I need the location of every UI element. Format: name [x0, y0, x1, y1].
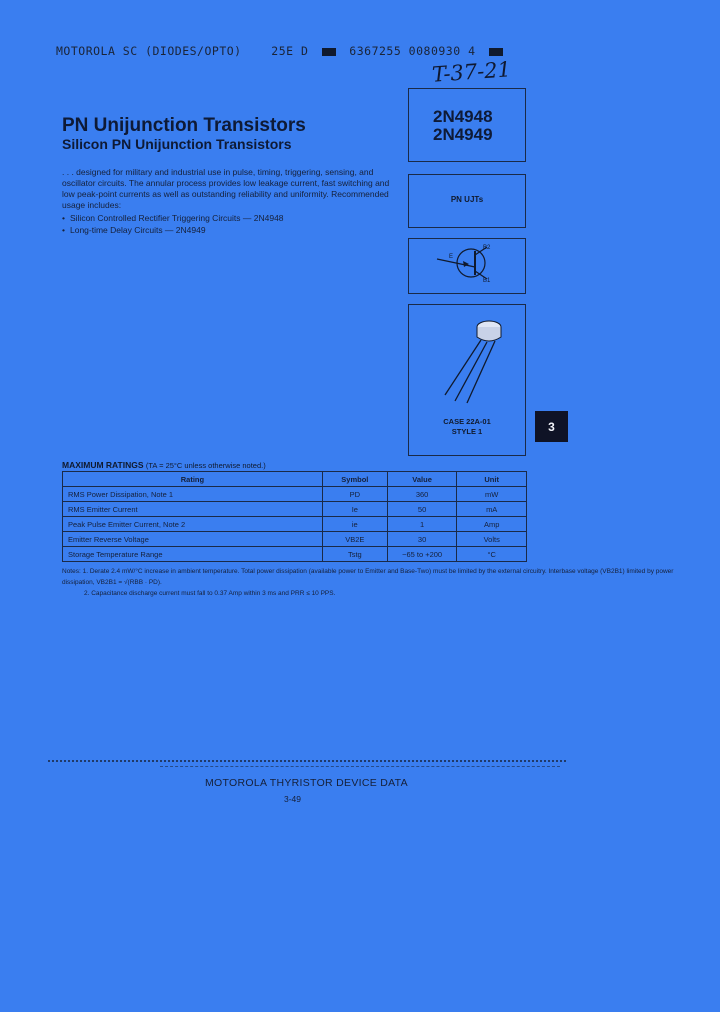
- value-cell: 50: [387, 502, 457, 517]
- column-header: Rating: [63, 472, 323, 487]
- unit-cell: Volts: [457, 532, 527, 547]
- rating-cell: Peak Pulse Emitter Current, Note 2: [63, 517, 323, 532]
- table-row: [63, 517, 527, 532]
- header-code: 25E D: [271, 44, 309, 58]
- page-number: 3-49: [284, 794, 302, 804]
- value-cell: 1: [387, 517, 457, 532]
- symbol-cell: VB2E: [322, 532, 387, 547]
- package-drawing-box: [408, 304, 526, 456]
- unit-cell: °C: [457, 547, 527, 562]
- symbol-cell: ie: [322, 517, 387, 532]
- page-title: PN Unijunction Transistors: [62, 115, 306, 136]
- barcode-mark-left: [322, 48, 336, 56]
- ratings-condition: (TA = 25°C unless otherwise noted.): [145, 461, 266, 470]
- symbol-cell: PD: [322, 487, 387, 502]
- scan-divider: [48, 760, 566, 762]
- column-header: Value: [387, 472, 457, 487]
- bullet-item: • Silicon Controlled Rectifier Triggering Circuits — 2N4948: [62, 212, 284, 224]
- section-tab: 3: [535, 411, 568, 442]
- rating-cell: RMS Power Dissipation, Note 1: [63, 487, 323, 502]
- rating-cell: Storage Temperature Range: [63, 547, 323, 562]
- base2-label: B2: [483, 245, 491, 251]
- value-cell: 360: [387, 487, 457, 502]
- device-type-box: [408, 174, 526, 228]
- ujt-symbol-box: [408, 238, 526, 294]
- table-row: [63, 547, 527, 562]
- table-row: [63, 502, 527, 517]
- base1-label: B1: [483, 278, 491, 284]
- barcode-mark-right: [489, 48, 503, 56]
- column-header: Unit: [457, 472, 527, 487]
- symbol-cell: Ie: [322, 502, 387, 517]
- to18-package-icon: [409, 305, 525, 415]
- note-1: Notes: 1. Derate 2.4 mW/°C increase in ambient temperature. Total power dissipation (available power to Emitter and Base-Two) must be limited by the external circuitry. Interbase voltage (VB2B1) limited by power dissipation, VB2B1 = √(RBB · PD).: [62, 568, 674, 586]
- unit-cell: mA: [457, 502, 527, 517]
- footer-title: MOTOROLA THYRISTOR DEVICE DATA: [205, 777, 408, 789]
- case-style: STYLE 1: [451, 427, 483, 436]
- table-row: [63, 487, 527, 502]
- header-number: 6367255 0080930 4: [349, 44, 476, 58]
- rating-cell: RMS Emitter Current: [63, 502, 323, 517]
- part-number-box: [408, 88, 526, 162]
- maximum-ratings-table: [62, 471, 527, 562]
- page-subtitle: Silicon PN Unijunction Transistors: [62, 136, 292, 152]
- case-label: [409, 417, 525, 437]
- scan-divider-secondary: [160, 766, 560, 767]
- ratings-heading: [62, 460, 266, 470]
- value-cell: −65 to +200: [387, 547, 457, 562]
- case-number: CASE 22A-01: [443, 417, 491, 426]
- emitter-label: E: [449, 254, 454, 260]
- note-2: 2. Capacitance discharge current must fall to 0.37 Amp within 3 ms and PRR ≤ 10 PPS.: [84, 590, 336, 597]
- unit-cell: Amp: [457, 517, 527, 532]
- table-row: [63, 532, 527, 547]
- device-type-label: PN UJTs: [450, 195, 484, 204]
- ujt-symbol-icon: [409, 239, 525, 293]
- column-header: Symbol: [322, 472, 387, 487]
- bullet-item: • Long-time Delay Circuits — 2N4949: [62, 224, 284, 236]
- description-text: . . . designed for military and industrial use in pulse, timing, triggering, sensing, and oscillator circuits. The annular process provides low leakage current, fast switching and low peak-point currents as well as outstanding reliability and uniformity. Recommended usage includes:: [62, 167, 390, 210]
- table-notes: [62, 566, 694, 599]
- symbol-cell: Tstg: [322, 547, 387, 562]
- unit-cell: mW: [457, 487, 527, 502]
- header-left-text: MOTOROLA SC (DIODES/OPTO): [56, 44, 242, 58]
- scan-header: [56, 44, 509, 58]
- value-cell: 30: [387, 532, 457, 547]
- part-number-2n4949: 2N4949: [433, 125, 493, 144]
- usage-bullet-list: [62, 212, 284, 236]
- rating-cell: Emitter Reverse Voltage: [63, 532, 323, 547]
- part-number-2n4948: 2N4948: [433, 107, 493, 126]
- ratings-title: MAXIMUM RATINGS: [62, 460, 144, 470]
- handwritten-note: T-37-21: [431, 57, 512, 87]
- table-header-row: [63, 472, 527, 487]
